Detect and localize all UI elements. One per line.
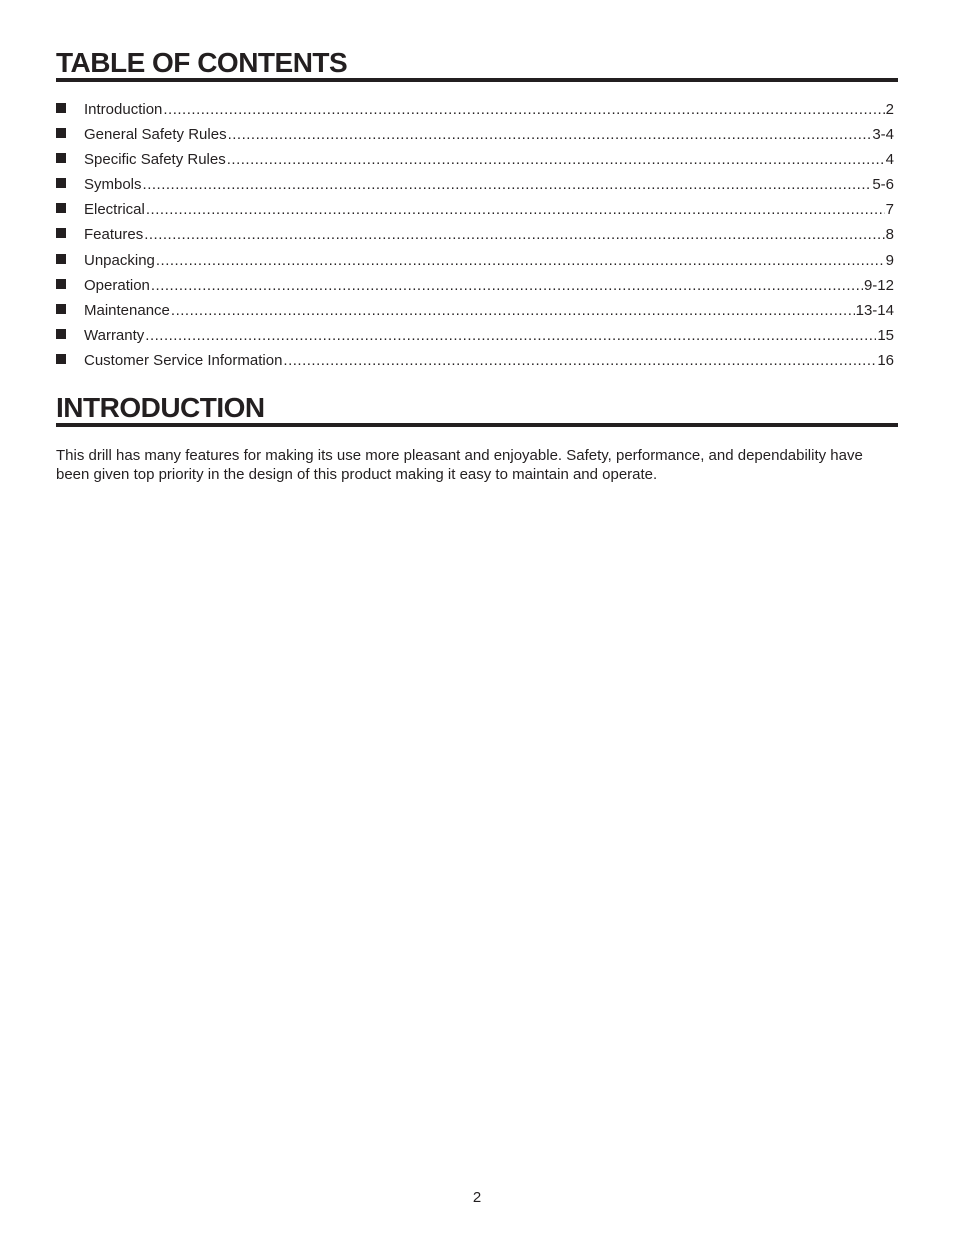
- toc-item-title: Customer Service Information: [84, 351, 283, 369]
- square-bullet-icon: [56, 254, 66, 264]
- toc-item-unpacking[interactable]: [56, 250, 894, 275]
- square-bullet-icon: [56, 329, 66, 339]
- square-bullet-icon: [56, 228, 66, 238]
- toc-item-title: Symbols: [84, 176, 142, 194]
- toc-item-general-safety-rules[interactable]: [56, 124, 894, 149]
- toc-dot-leader: [146, 199, 885, 221]
- toc-dot-leader: [145, 325, 876, 347]
- toc-dot-leader: [171, 300, 855, 322]
- square-bullet-icon: [56, 103, 66, 113]
- toc-item-customer-service-information[interactable]: [56, 350, 894, 375]
- toc-heading: TABLE OF CONTENTS: [56, 47, 348, 78]
- toc-item-electrical[interactable]: [56, 199, 894, 224]
- toc-item-title: Operation: [84, 276, 150, 294]
- toc-item-page: 3-4: [872, 126, 894, 144]
- toc-dot-leader: [283, 350, 876, 372]
- introduction-body: This drill has many features for making its use more pleasant and enjoyable. Safety, performance, and dependability have been given top priority in the design of this product making it easy to maintain and operate.: [56, 447, 863, 483]
- toc-item-title: Warranty: [84, 326, 145, 344]
- toc-dot-leader: [156, 250, 885, 272]
- toc-heading-rule: [56, 78, 898, 82]
- toc-item-page: 9: [885, 251, 894, 269]
- page-number: 2: [472, 1189, 482, 1206]
- toc-item-specific-safety-rules[interactable]: [56, 149, 894, 174]
- toc-dot-leader: [163, 99, 884, 121]
- toc-item-page: 15: [877, 326, 894, 344]
- toc-item-title: Specific Safety Rules: [84, 151, 226, 169]
- toc-item-introduction[interactable]: [56, 99, 894, 124]
- square-bullet-icon: [56, 279, 66, 289]
- toc-item-symbols[interactable]: [56, 174, 894, 199]
- toc-item-page: 7: [885, 201, 894, 219]
- toc-dot-leader: [151, 275, 863, 297]
- toc-item-title: Features: [84, 226, 144, 244]
- toc-item-page: 4: [885, 151, 894, 169]
- square-bullet-icon: [56, 128, 66, 138]
- toc-item-page: 9-12: [863, 276, 894, 294]
- toc-item-page: 13-14: [855, 301, 894, 319]
- toc-item-title: Electrical: [84, 201, 145, 219]
- toc-item-warranty[interactable]: [56, 325, 894, 350]
- toc-item-title: General Safety Rules: [84, 126, 227, 144]
- toc-dot-leader: [227, 149, 885, 171]
- square-bullet-icon: [56, 304, 66, 314]
- square-bullet-icon: [56, 203, 66, 213]
- toc-dot-leader: [143, 174, 872, 196]
- toc-item-title: Maintenance: [84, 301, 170, 319]
- toc-item-page: 2: [885, 101, 894, 118]
- toc-item-features[interactable]: [56, 224, 894, 249]
- square-bullet-icon: [56, 178, 66, 188]
- toc-dot-leader: [228, 124, 872, 146]
- toc-list: [56, 99, 894, 375]
- toc-item-page: 8: [885, 226, 894, 244]
- square-bullet-icon: [56, 354, 66, 364]
- toc-item-title: Unpacking: [84, 251, 155, 269]
- introduction-heading-rule: [56, 423, 898, 427]
- toc-item-operation[interactable]: [56, 275, 894, 300]
- square-bullet-icon: [56, 153, 66, 163]
- toc-item-title: Introduction: [84, 101, 163, 118]
- toc-item-page: 5-6: [872, 176, 894, 194]
- toc-item-page: 16: [877, 351, 894, 369]
- toc-item-maintenance[interactable]: [56, 300, 894, 325]
- manual-page: [56, 0, 898, 1235]
- toc-dot-leader: [144, 224, 884, 246]
- introduction-heading: INTRODUCTION: [56, 392, 265, 423]
